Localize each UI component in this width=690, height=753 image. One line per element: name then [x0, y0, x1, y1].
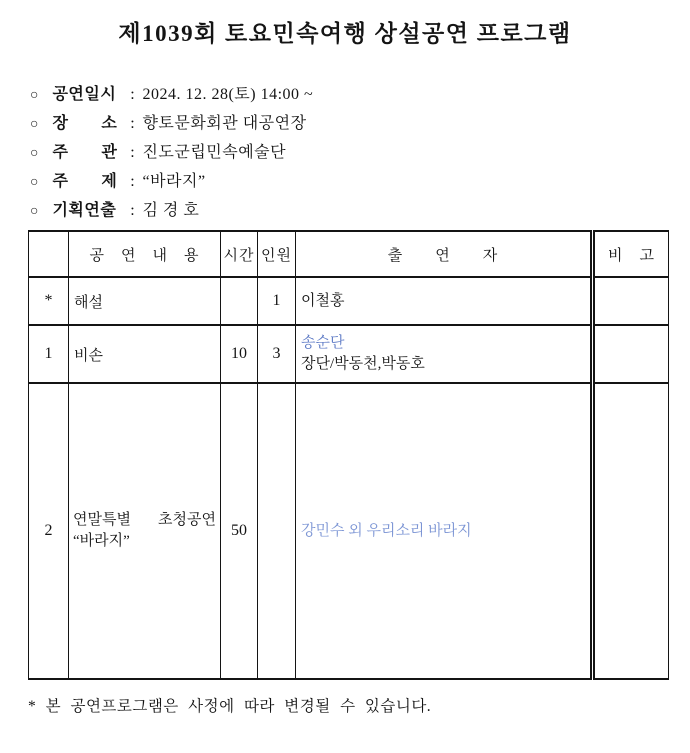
performer-name: 이철홍: [301, 292, 345, 309]
cell-content: 해설: [69, 277, 221, 325]
info-value: 향토문화회관 대공연장: [142, 115, 307, 132]
info-value: “바라지”: [142, 173, 206, 190]
circle-bullet-icon: ○: [30, 204, 39, 219]
circle-bullet-icon: ○: [30, 146, 39, 161]
info-item-date: [30, 80, 690, 109]
cell-content: 비손: [69, 325, 221, 383]
content-line-1: 연말특별 초청공연: [73, 512, 216, 528]
content-line-2: “바라지”: [73, 533, 130, 549]
info-separator: :: [130, 86, 135, 103]
cell-no: 1: [29, 325, 69, 383]
cell-performers: [296, 325, 593, 383]
page-title: 제1039회 토요민속여행 상설공연 프로그램: [118, 21, 572, 46]
cell-duration: [221, 277, 258, 325]
info-list: [30, 80, 690, 225]
info-item-theme: [30, 167, 690, 196]
cell-performers: [296, 277, 593, 325]
info-label: 주 제: [52, 173, 118, 190]
cell-note: [593, 277, 669, 325]
info-label: 장 소: [52, 115, 118, 132]
info-value: 김 경 호: [142, 202, 200, 219]
header-note: 비 고: [593, 231, 669, 277]
cell-performer-count: 1: [258, 277, 296, 325]
program-table: [28, 230, 669, 680]
info-value: 2024. 12. 28(토) 14:00 ~: [142, 86, 314, 103]
cell-performer-count: [258, 383, 296, 679]
info-separator: :: [130, 144, 135, 161]
info-item-organizer: [30, 138, 690, 167]
header-performers: 출 연 자: [296, 231, 593, 277]
header-no: [29, 231, 69, 277]
table-header-row: [29, 231, 669, 277]
info-separator: :: [130, 173, 135, 190]
performer-name: 강민수 외 우리소리 바라지: [301, 522, 472, 539]
info-label: 공연일시: [52, 86, 117, 103]
cell-performer-count: 3: [258, 325, 296, 383]
info-separator: :: [130, 202, 135, 219]
info-label: 주 관: [52, 144, 118, 161]
circle-bullet-icon: ○: [30, 88, 39, 103]
table-row: [29, 277, 669, 325]
performer-name: 송순단: [301, 335, 345, 351]
footnote: * 본 공연프로그램은 사정에 따라 변경될 수 있습니다.: [28, 698, 432, 715]
table-row: [29, 325, 669, 383]
cell-duration: 10: [221, 325, 258, 383]
circle-bullet-icon: ○: [30, 175, 39, 190]
table-row: [29, 383, 669, 679]
cell-duration: 50: [221, 383, 258, 679]
cell-no: 2: [29, 383, 69, 679]
circle-bullet-icon: ○: [30, 117, 39, 132]
cell-content: [69, 383, 221, 679]
cell-note: [593, 383, 669, 679]
info-separator: :: [130, 115, 135, 132]
header-content: 공 연 내 용: [69, 231, 221, 277]
performer-accompaniment: 장단/박동천,박동호: [301, 356, 425, 372]
header-duration: 시간: [221, 231, 258, 277]
cell-performers: [296, 383, 593, 679]
header-performer-count: 인원: [258, 231, 296, 277]
info-item-director: [30, 196, 690, 225]
info-value: 진도군립민속예술단: [142, 144, 287, 161]
info-label: 기획연출: [52, 202, 117, 219]
cell-no: *: [29, 277, 69, 325]
info-item-place: [30, 109, 690, 138]
cell-note: [593, 325, 669, 383]
